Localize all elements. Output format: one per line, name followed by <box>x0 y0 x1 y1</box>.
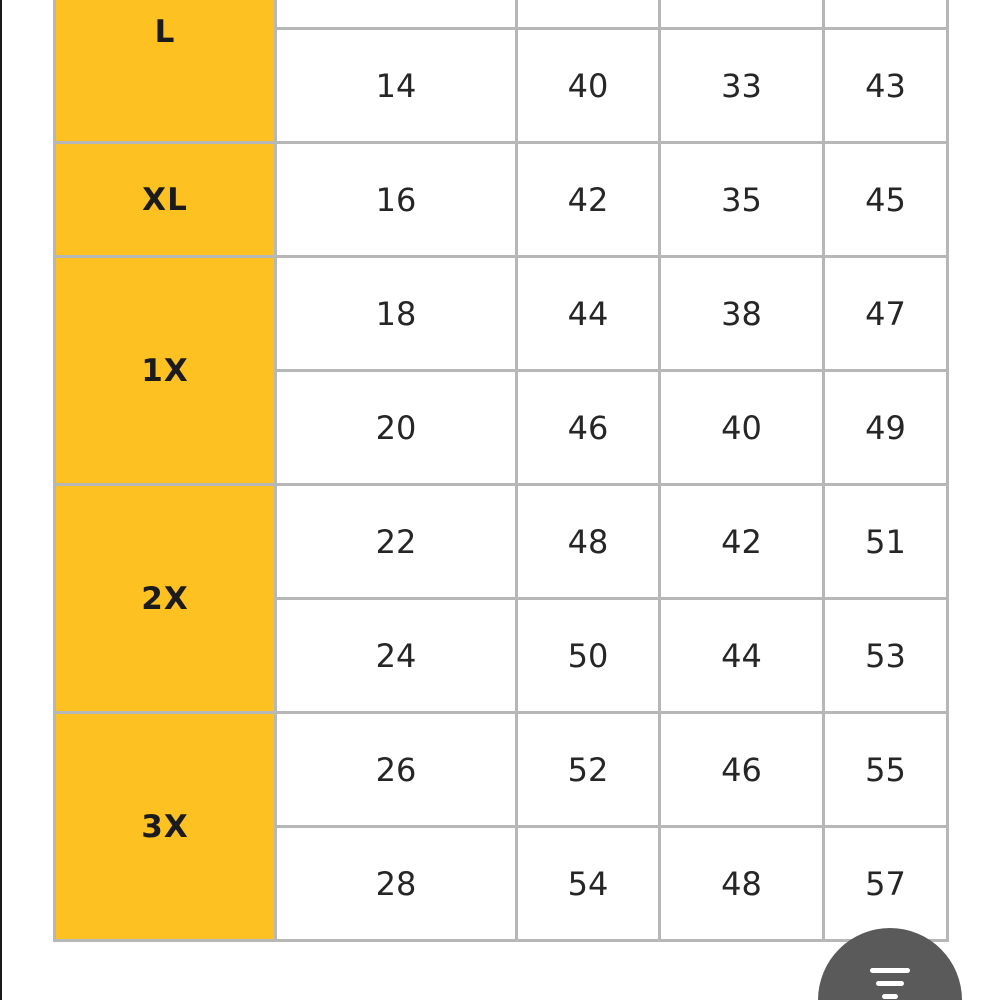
table-cell: 44 <box>660 599 824 713</box>
table-cell: 47 <box>824 257 948 371</box>
table-cell <box>824 0 948 29</box>
table-cell: 22 <box>276 485 517 599</box>
table-cell: 40 <box>517 29 660 143</box>
table-cell: 55 <box>824 713 948 827</box>
table-cell: 38 <box>660 257 824 371</box>
table-cell: 42 <box>660 485 824 599</box>
table-cell: 20 <box>276 371 517 485</box>
table-cell: 45 <box>824 143 948 257</box>
table-row <box>55 0 948 29</box>
table-cell: 28 <box>276 827 517 941</box>
table-cell: 57 <box>824 827 948 941</box>
table-cell: 43 <box>824 29 948 143</box>
filter-lines-icon <box>870 968 910 1000</box>
table-cell: 40 <box>660 371 824 485</box>
size-chart-table <box>53 0 949 942</box>
table-cell: 54 <box>517 827 660 941</box>
size-label: L <box>154 13 176 50</box>
table-cell: 46 <box>660 713 824 827</box>
table-cell: 51 <box>824 485 948 599</box>
table-cell <box>276 0 517 29</box>
table-cell: 46 <box>517 371 660 485</box>
table-cell: 42 <box>517 143 660 257</box>
table-cell: 50 <box>517 599 660 713</box>
table-row <box>55 257 948 371</box>
size-label-cell <box>55 0 276 143</box>
table-cell: 24 <box>276 599 517 713</box>
table-cell: 35 <box>660 143 824 257</box>
table-cell: 44 <box>517 257 660 371</box>
table-cell: 16 <box>276 143 517 257</box>
table-cell: 52 <box>517 713 660 827</box>
size-label-cell: 3X <box>55 713 276 941</box>
size-label-cell: 2X <box>55 485 276 713</box>
table-cell <box>517 0 660 29</box>
size-label-cell: XL <box>55 143 276 257</box>
table-cell: 48 <box>660 827 824 941</box>
table-cell: 26 <box>276 713 517 827</box>
table-cell <box>660 0 824 29</box>
table-cell: 53 <box>824 599 948 713</box>
table-row <box>55 485 948 599</box>
table-cell: 33 <box>660 29 824 143</box>
table-cell: 48 <box>517 485 660 599</box>
size-label-cell: 1X <box>55 257 276 485</box>
table-cell: 14 <box>276 29 517 143</box>
table-row <box>55 713 948 827</box>
table-row <box>55 143 948 257</box>
table-cell: 49 <box>824 371 948 485</box>
table-cell: 18 <box>276 257 517 371</box>
left-edge-divider <box>0 0 2 1000</box>
